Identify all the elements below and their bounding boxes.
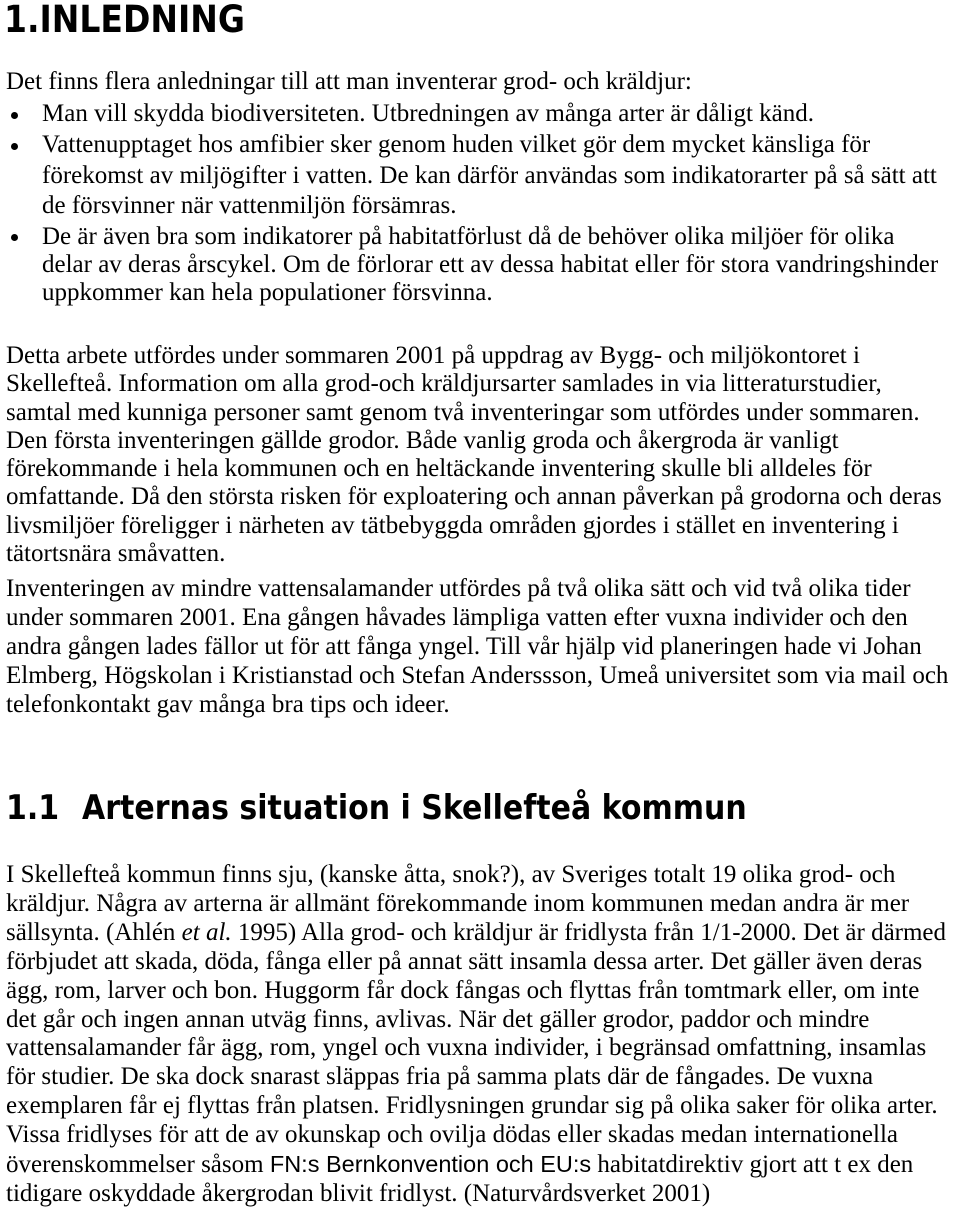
text-line: Inventeringen av mindre vattensalamander utfördes på två olika sätt och vid två olika tider <box>6 575 911 602</box>
bullet-item <box>6 130 937 222</box>
text-line: under sommaren 2001. Ena gången håvades lämpliga vatten efter vuxna individer och den <box>6 604 908 631</box>
text-line: Den första inventeringen gällde grodor. Både vanlig groda och åkergroda är vanligt <box>6 426 839 454</box>
text-line: det går och ingen annan utväg finns, avlivas. När det gäller grodor, paddor och mindre <box>6 1005 870 1033</box>
text-line: kräldjur. Några av arterna är allmänt förekommande inom kommunen medan andra är mer <box>6 889 910 917</box>
text-line: Skellefteå. Information om alla grod-och kräldjursarter samlades in via litteraturstudier, <box>6 370 882 398</box>
text-line: omfattande. Då den största risken för exploatering och annan påverkan på grodorna och deras <box>6 483 942 511</box>
bullet-icon <box>11 112 18 119</box>
body-paragraph <box>6 861 946 1209</box>
text-line: de försvinner när vattenmiljön försämras. <box>42 192 457 219</box>
text-line: telefonkontakt gav många bra tips och ideer. <box>6 691 450 718</box>
text-line: Det finns flera anledningar till att man inventerar grod- och kräldjur: <box>6 68 692 95</box>
text-line: förbjudet att skada, döda, fånga eller på annat sätt insamla dessa arter. Det gäller även deras <box>6 947 923 975</box>
bullet-icon <box>11 143 18 150</box>
text-segment: överenskommelser såsom <box>6 1151 270 1179</box>
text-line: De är även bra som indikatorer på habitatförlust då de behöver olika miljöer för olika <box>42 223 895 250</box>
text-line: samtal med kunniga personer samt genom två inventeringar som utfördes under sommaren. <box>6 398 920 426</box>
text-line: tätortsnära småvatten. <box>6 540 226 568</box>
text-line: Man vill skydda biodiversiteten. Utbredningen av många arter är dåligt känd. <box>42 100 814 127</box>
text-line <box>6 919 946 948</box>
text-line: I Skellefteå kommun finns sju, (kanske åtta, snok?), av Sveriges totalt 19 olika grod- och <box>6 861 896 888</box>
text-segment: 1995) Alla grod- och kräldjur är fridlysta från 1/1-2000. Det är därmed <box>231 918 947 946</box>
bullet-item <box>6 99 814 129</box>
text-line <box>6 1150 946 1180</box>
text-line: Vissa fridlyses för att de av okunskap och ovilja dödas eller skadas medan internationella <box>6 1121 898 1149</box>
text-line: delar av deras årscykel. Om de förlorar ett av dessa habitat eller för stora vandringshinder <box>42 251 939 278</box>
citation-et-al: et al. <box>181 918 232 946</box>
text-line: livsmiljöer föreligger i närheten av tätbebyggda områden gjordes i stället en inventering i <box>6 511 899 539</box>
text-line: Detta arbete utfördes under sommaren 2001 på uppdrag av Bygg- och miljökontoret i <box>6 342 860 369</box>
subsection-number: 1.1 <box>6 788 60 828</box>
section-heading: 1.INLEDNING <box>4 0 245 41</box>
body-paragraph <box>6 574 948 719</box>
text-line: exemplaren får ej flyttas från platsen. Fridlysningen grundar sig på olika saker för olika arter. <box>6 1092 938 1120</box>
text-line: vattensalamander får ägg, rom, yngel och vuxna individer, i begränsad omfattning, insamlas <box>6 1034 927 1062</box>
convention-names: FN:s Bernkonvention och EU:s <box>269 1151 592 1178</box>
text-line: Vattenupptaget hos amfibier sker genom huden vilket gör dem mycket känsliga för <box>42 131 871 158</box>
subsection-title: Arternas situation i Skellefteå kommun <box>82 788 747 828</box>
text-line: ägg, rom, larver och bon. Huggorm får dock fångas och flyttas från tomtmark eller, om inte <box>6 976 920 1004</box>
text-line: förekommande i hela kommunen och en heltäckande inventering skulle bli alldeles för <box>6 455 872 483</box>
text-line: tidigare oskyddade åkergrodan blivit fridlyst. (Naturvårdsverket 2001) <box>6 1179 711 1207</box>
body-paragraph <box>6 342 942 568</box>
subsection-heading <box>0 789 960 829</box>
text-line: andra gången lades fällor ut för att fånga yngel. Till vår hjälp vid planeringen hade vi Johan <box>6 633 922 660</box>
bullet-item <box>6 223 938 307</box>
text-segment: sällsynta. (Ahlén <box>6 918 182 946</box>
intro-paragraph <box>6 67 692 97</box>
text-line: Elmberg, Högskolan i Kristianstad och Stefan Anderssson, Umeå universitet som via mail och <box>6 662 949 689</box>
text-line: förekomst av miljögifter i vatten. De kan därför användas som indikatorarter på så sätt att <box>42 161 937 189</box>
bullet-icon <box>11 234 18 241</box>
text-segment: habitatdirektiv gjort att t ex den <box>591 1151 914 1179</box>
text-line: för studier. De ska dock snarast släppas fria på samma plats där de fångades. De vuxna <box>6 1063 874 1091</box>
text-line: uppkommer kan hela populationer försvinna. <box>42 279 493 306</box>
